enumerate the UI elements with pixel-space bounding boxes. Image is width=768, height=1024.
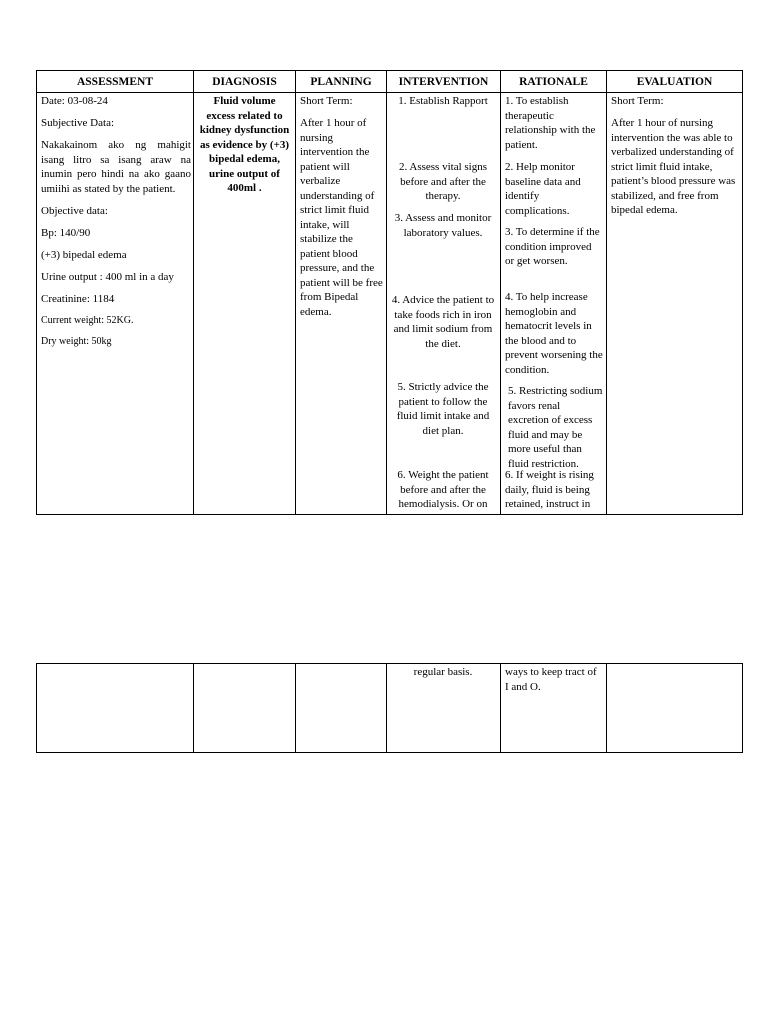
intervention-cont-cell xyxy=(387,664,501,753)
evaluation-text: After 1 hour of nursing intervention the was able to verbalized understanding of strict limit fluid intake, patient’s blood pressure was stabilized, and free from bipedal edema. xyxy=(611,117,736,216)
evaluation-cell xyxy=(607,93,743,515)
planning-label: Short Term: xyxy=(300,95,353,107)
care-plan-table xyxy=(36,70,743,515)
assessment-cont-cell xyxy=(37,664,194,753)
evaluation-cont-cell xyxy=(607,664,743,753)
planning-text: After 1 hour of nursing intervention the patient will verbalize understanding of strict limit fluid intake, will stabilize the patient blood pressure, and the patient will be free from Bipedal edema. xyxy=(300,117,383,318)
rationale-5: 5. Restricting sodium favors renal excretion of excess fluid and may be more useful than fluid restriction. xyxy=(508,385,603,470)
care-plan-table-continued xyxy=(36,663,743,753)
urine-output: Urine output : 400 ml in a day xyxy=(41,271,174,283)
creatinine-value: Creatinine: 1184 xyxy=(41,293,115,305)
header-rationale: RATIONALE xyxy=(501,71,607,93)
diagnosis-cell xyxy=(194,93,296,515)
body-row xyxy=(37,93,743,515)
header-assessment: ASSESSMENT xyxy=(37,71,194,93)
rationale-6-continued: ways to keep tract of I and O. xyxy=(505,666,597,693)
rationale-1: 1. To establish therapeutic relationship with the patient. xyxy=(505,95,596,151)
header-planning: PLANNING xyxy=(296,71,387,93)
current-weight: Current weight: 52KG. xyxy=(41,315,134,326)
intervention-4: 4. Advice the patient to take foods rich in iron and limit sodium from the diet. xyxy=(391,294,495,350)
assessment-cell xyxy=(37,93,194,515)
intervention-1: 1. Establish Rapport xyxy=(398,95,488,107)
header-diagnosis: DIAGNOSIS xyxy=(194,71,296,93)
assessment-date: Date: 03-08-24 xyxy=(41,95,108,107)
continuation-row xyxy=(37,664,743,753)
diagnosis-cont-cell xyxy=(194,664,296,753)
intervention-cell xyxy=(387,93,501,515)
header-evaluation: EVALUATION xyxy=(607,71,743,93)
rationale-3: 3. To determine if the condition improved or get worsen. xyxy=(505,226,600,267)
evaluation-label: Short Term: xyxy=(611,95,664,107)
rationale-6: 6. If weight is rising daily, fluid is being retained, instruct in xyxy=(505,469,594,510)
intervention-5: 5. Strictly advice the patient to follow the fluid limit intake and diet plan. xyxy=(396,381,490,437)
rationale-4: 4. To help increase hemoglobin and hematocrit levels in the blood and to prevent worsening the condition. xyxy=(505,291,603,376)
intervention-6-continued: regular basis. xyxy=(413,666,473,678)
rationale-cont-cell xyxy=(501,664,607,753)
edema-value: (+3) bipedal edema xyxy=(41,249,127,261)
intervention-2: 2. Assess vital signs before and after the therapy. xyxy=(398,161,487,202)
diagnosis-text: Fluid volume excess related to kidney dysfunction as evidence by (+3) bipedal edema, urine output of 400ml . xyxy=(199,95,290,194)
dry-weight: Dry weight: 50kg xyxy=(41,336,112,347)
subjective-label: Subjective Data: xyxy=(41,117,115,129)
rationale-cell xyxy=(501,93,607,515)
rationale-2: 2. Help monitor baseline data and identify complications. xyxy=(505,161,581,217)
header-row xyxy=(37,71,743,93)
planning-cell xyxy=(296,93,387,515)
subjective-text: Nakakainom ako ng mahigit isang litro sa isang araw na inumin pero hindi na ako gaano umiihi as stated by the patient. xyxy=(41,139,191,195)
planning-cont-cell xyxy=(296,664,387,753)
header-intervention: INTERVENTION xyxy=(387,71,501,93)
bp-value: Bp: 140/90 xyxy=(41,227,91,239)
objective-label: Objective data: xyxy=(41,205,108,217)
intervention-3: 3. Assess and monitor laboratory values. xyxy=(394,212,492,239)
intervention-6: 6. Weight the patient before and after the hemodialysis. Or on xyxy=(397,469,489,510)
